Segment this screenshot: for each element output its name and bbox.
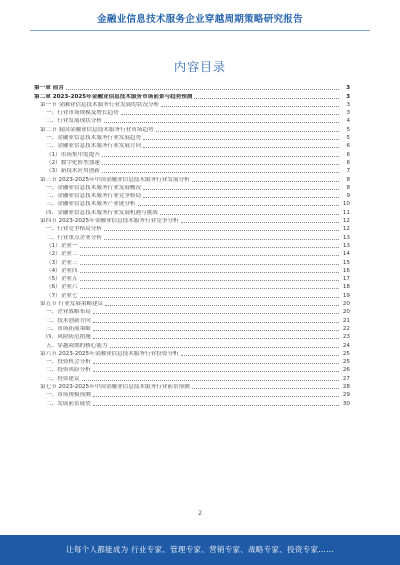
toc-entry-page: 23 bbox=[342, 334, 350, 341]
toc-entry-page: 27 bbox=[342, 375, 350, 382]
report-header bbox=[0, 0, 400, 34]
toc-entry-text: 三、投资建议 bbox=[46, 375, 80, 382]
toc-leader-dots bbox=[66, 88, 339, 90]
toc-leader-dots bbox=[93, 404, 339, 406]
toc-leader-dots bbox=[156, 130, 339, 132]
toc-entry-text: 五、穿越周期的核心能力 bbox=[46, 342, 108, 349]
toc-entry-text: （6）企业六 bbox=[46, 284, 78, 291]
toc-entry-text: 第四节 2023-2025年金融业信息技术服务行业竞争分析 bbox=[40, 218, 179, 225]
toc-leader-dots bbox=[181, 221, 339, 223]
toc-leader-dots bbox=[110, 346, 339, 348]
toc-entry-text: （4）企业四 bbox=[46, 267, 78, 274]
toc-entry-page: 20 bbox=[342, 309, 350, 316]
toc-entry[interactable] bbox=[34, 250, 350, 258]
toc-entry[interactable] bbox=[34, 150, 350, 158]
toc-entry-page: 19 bbox=[342, 292, 350, 299]
footer-banner bbox=[0, 535, 400, 565]
toc-entry[interactable] bbox=[34, 333, 350, 341]
toc-entry-text: 一、行业市场规模及增长趋势 bbox=[46, 110, 119, 117]
toc-entry-text: 二、行业重点企业分析 bbox=[46, 234, 102, 241]
toc-entry-text: 三、金融业信息技术服务产业链分析 bbox=[46, 201, 136, 208]
toc-entry-text: 二、投资风险分析 bbox=[46, 367, 91, 374]
toc-entry-text: （5）企业五 bbox=[46, 276, 78, 283]
toc-entry-page: 13 bbox=[342, 242, 350, 249]
toc-leader-dots bbox=[194, 97, 339, 99]
toc-entry-page: 12 bbox=[342, 226, 350, 233]
toc-leader-dots bbox=[93, 395, 339, 397]
header-divider bbox=[30, 30, 370, 31]
toc-entry-page: 18 bbox=[342, 284, 350, 291]
toc-entry[interactable] bbox=[34, 134, 350, 142]
toc-entry-text: 四、金融业信息技术服务行业发展机遇与挑战 bbox=[46, 209, 158, 216]
toc-leader-dots bbox=[104, 229, 339, 231]
toc-entry-page: 3 bbox=[346, 110, 350, 117]
toc-entry-page: 13 bbox=[342, 234, 350, 241]
toc-entry-page: 28 bbox=[342, 383, 350, 390]
toc-entry-page: 30 bbox=[342, 400, 350, 407]
toc-entry-text: 三、市场拓展策略 bbox=[46, 325, 91, 332]
toc-entry-page: 22 bbox=[342, 325, 350, 332]
page-number: 2 bbox=[198, 510, 202, 517]
toc-leader-dots bbox=[138, 204, 339, 206]
toc-entry[interactable] bbox=[34, 366, 350, 374]
toc-entry[interactable] bbox=[34, 92, 350, 100]
toc-entry[interactable] bbox=[34, 125, 350, 133]
toc-entry-text: （2）企业二 bbox=[46, 251, 78, 258]
toc-entry[interactable] bbox=[34, 217, 350, 225]
toc-leader-dots bbox=[143, 188, 339, 190]
toc-entry-page: 7 bbox=[346, 168, 350, 175]
toc-entry-page: 14 bbox=[342, 251, 350, 258]
toc-entry-text: 第二节 我国金融业信息技术服务行业市场趋势 bbox=[40, 126, 154, 133]
toc-entry[interactable] bbox=[34, 308, 350, 316]
toc-leader-dots bbox=[102, 155, 339, 157]
toc-entry[interactable] bbox=[34, 208, 350, 216]
toc-entry[interactable] bbox=[34, 316, 350, 324]
toc-entry-text: （1）市场集中度提升 bbox=[46, 151, 100, 158]
toc-entry-page: 6 bbox=[346, 159, 350, 166]
toc-entry-text: （2）数字化转型加速 bbox=[46, 159, 100, 166]
toc-entry[interactable] bbox=[34, 242, 350, 250]
toc-entry[interactable] bbox=[34, 399, 350, 407]
toc-entry-text: 一、行业竞争格局分析 bbox=[46, 226, 102, 233]
toc-leader-dots bbox=[80, 296, 339, 298]
toc-entry[interactable] bbox=[34, 325, 350, 333]
toc-entry-text: 第五节 行业发展策略建议 bbox=[40, 301, 104, 308]
toc-entry-page: 8 bbox=[346, 176, 350, 183]
toc-entry-page: 6 bbox=[346, 151, 350, 158]
toc-entry-page: 20 bbox=[342, 301, 350, 308]
toc-entry[interactable] bbox=[34, 300, 350, 308]
toc-entry-page: 16 bbox=[342, 267, 350, 274]
toc-entry-text: 一、金融业信息技术服务行业发展概况 bbox=[46, 184, 142, 191]
toc-entry-page: 3 bbox=[346, 101, 350, 108]
toc-entry[interactable] bbox=[34, 101, 350, 109]
toc-entry-page: 6 bbox=[346, 143, 350, 150]
toc-entry-text: 四、风险防范措施 bbox=[46, 334, 91, 341]
toc-leader-dots bbox=[80, 271, 339, 273]
toc-entry[interactable] bbox=[34, 258, 350, 266]
toc-leader-dots bbox=[82, 379, 339, 381]
toc-entry-page: 17 bbox=[342, 276, 350, 283]
toc-leader-dots bbox=[143, 138, 339, 140]
toc-entry[interactable] bbox=[34, 192, 350, 200]
toc-entry[interactable] bbox=[34, 175, 350, 183]
toc-leader-dots bbox=[121, 113, 339, 115]
toc-entry-page: 25 bbox=[342, 350, 350, 357]
toc-leader-dots bbox=[192, 387, 339, 389]
toc-entry-text: 二、金融业信息技术服务行业发展方向 bbox=[46, 143, 142, 150]
toc-entry-page: 3 bbox=[346, 93, 350, 100]
toc-entry-text: 一、金融业信息技术服务行业发展趋势 bbox=[46, 135, 142, 142]
toc-leader-dots bbox=[93, 329, 339, 331]
toc-entry[interactable] bbox=[34, 117, 350, 125]
toc-entry-page: 26 bbox=[342, 367, 350, 374]
report-title: 金融业信息技术服务企业穿越周期策略研究报告 bbox=[97, 14, 303, 25]
toc-leader-dots bbox=[80, 263, 339, 265]
toc-entry-text: 第六节 2023-2025年金融业信息技术服务行业投资分析 bbox=[40, 350, 179, 357]
toc-leader-dots bbox=[143, 146, 339, 148]
toc-entry[interactable] bbox=[34, 184, 350, 192]
toc-heading: 内容目录 bbox=[173, 60, 226, 74]
toc-entry[interactable] bbox=[34, 109, 350, 117]
toc-leader-dots bbox=[160, 213, 339, 215]
toc-leader-dots bbox=[93, 362, 339, 364]
toc-entry[interactable] bbox=[34, 391, 350, 399]
toc-entry[interactable] bbox=[34, 142, 350, 150]
toc-entry[interactable] bbox=[34, 358, 350, 366]
toc-entry-text: 二、行业发展现状分析 bbox=[46, 118, 102, 125]
toc-entry-text: 一、投资机会分析 bbox=[46, 359, 91, 366]
toc-entry-page: 15 bbox=[342, 259, 350, 266]
toc-leader-dots bbox=[102, 171, 339, 173]
toc-leader-dots bbox=[192, 180, 339, 182]
toc-entry-page: 5 bbox=[346, 135, 350, 142]
toc-leader-dots bbox=[161, 105, 339, 107]
toc-leader-dots bbox=[105, 304, 339, 306]
toc-entry[interactable] bbox=[34, 275, 350, 283]
toc-entry[interactable] bbox=[34, 341, 350, 349]
toc-entry[interactable] bbox=[34, 283, 350, 291]
toc-entry-text: （3）企业三 bbox=[46, 259, 78, 266]
toc-entry[interactable] bbox=[34, 159, 350, 167]
toc-entry-text: 第一章 前言 bbox=[34, 85, 64, 92]
toc-entry-page: 3 bbox=[346, 85, 350, 92]
toc-entry-text: （1）企业一 bbox=[46, 242, 78, 249]
toc-entry-text: 第三节 2023-2025年中国金融业信息技术服务行业发展分析 bbox=[40, 176, 190, 183]
footer-slogan: 让每个人都能成为 行业专家、管理专家、营销专家、战略专家、投资专家…… bbox=[66, 545, 334, 554]
toc-entry-page: 24 bbox=[342, 342, 350, 349]
toc-entry[interactable] bbox=[34, 167, 350, 175]
toc-entry-text: 第二章 2023-2025年金融业信息技术服务市场前景与趋势预测 bbox=[34, 93, 193, 100]
toc-entry-page: 25 bbox=[342, 359, 350, 366]
toc-leader-dots bbox=[93, 370, 339, 372]
toc-leader-dots bbox=[143, 196, 339, 198]
toc-entry[interactable] bbox=[34, 291, 350, 299]
toc-entry-page: 4 bbox=[346, 118, 350, 125]
toc-leader-dots bbox=[104, 121, 339, 123]
toc-entry-page: 11 bbox=[342, 209, 350, 216]
toc-leader-dots bbox=[80, 279, 339, 281]
toc-entry-text: 二、金融业信息技术服务行业竞争格局 bbox=[46, 193, 142, 200]
toc-entry[interactable] bbox=[34, 84, 350, 92]
toc-entry-page: 21 bbox=[342, 317, 350, 324]
toc-leader-dots bbox=[93, 337, 339, 339]
toc-leader-dots bbox=[181, 354, 339, 356]
toc-entry-page: 5 bbox=[346, 126, 350, 133]
toc-entry-text: 第七节 2023-2025年中国金融业信息技术服务行业前景预测 bbox=[40, 383, 190, 390]
toc-entry-text: （3）新技术应用创新 bbox=[46, 168, 100, 175]
toc-leader-dots bbox=[80, 254, 339, 256]
toc-entry-page: 29 bbox=[342, 392, 350, 399]
toc-leader-dots bbox=[80, 287, 339, 289]
toc-leader-dots bbox=[80, 246, 339, 248]
toc-entry[interactable] bbox=[34, 225, 350, 233]
toc-entry[interactable] bbox=[34, 383, 350, 391]
toc-entry[interactable] bbox=[34, 267, 350, 275]
toc-leader-dots bbox=[93, 321, 339, 323]
toc-leader-dots bbox=[102, 163, 339, 165]
toc-leader-dots bbox=[93, 312, 339, 314]
toc-leader-dots bbox=[104, 238, 339, 240]
toc-entry[interactable] bbox=[34, 200, 350, 208]
table-of-contents bbox=[34, 84, 350, 408]
toc-entry-text: 第一节 金融业信息技术服务行业发展的状况分析 bbox=[40, 101, 160, 108]
toc-entry-page: 9 bbox=[346, 193, 350, 200]
toc-entry-page: 12 bbox=[342, 218, 350, 225]
toc-entry-text: 二、发展前景展望 bbox=[46, 400, 91, 407]
toc-entry-text: 一、企业战略布局 bbox=[46, 309, 91, 316]
toc-entry-page: 10 bbox=[342, 201, 350, 208]
toc-entry-text: 一、市场规模预测 bbox=[46, 392, 91, 399]
toc-entry-text: （7）企业七 bbox=[46, 292, 78, 299]
toc-entry[interactable] bbox=[34, 233, 350, 241]
toc-entry-text: 二、技术创新方向 bbox=[46, 317, 91, 324]
toc-entry[interactable] bbox=[34, 350, 350, 358]
toc-entry-page: 8 bbox=[346, 184, 350, 191]
toc-entry[interactable] bbox=[34, 374, 350, 382]
